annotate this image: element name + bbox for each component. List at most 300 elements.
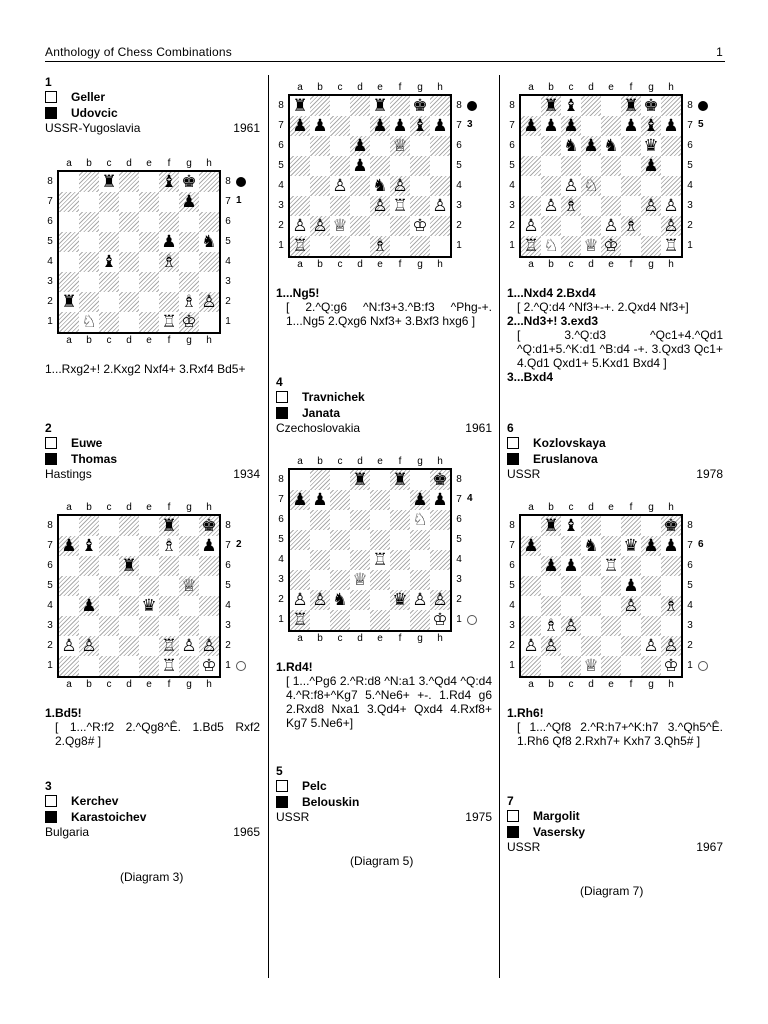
square-f6 bbox=[159, 556, 179, 576]
square-a5 bbox=[521, 576, 541, 596]
square-c3 bbox=[561, 196, 581, 216]
square-c6 bbox=[330, 510, 350, 530]
square-h3 bbox=[661, 616, 681, 636]
square-d3 bbox=[581, 616, 601, 636]
square-e7 bbox=[601, 536, 621, 556]
square-c5 bbox=[330, 156, 350, 176]
square-e4 bbox=[370, 550, 390, 570]
black-king-icon: ♚ bbox=[412, 96, 428, 116]
black-knight-icon: ♞ bbox=[201, 232, 217, 252]
square-f1 bbox=[159, 312, 179, 332]
square-b3 bbox=[310, 196, 330, 216]
square-d6 bbox=[581, 556, 601, 576]
file-label: h bbox=[206, 335, 212, 346]
square-c2 bbox=[99, 292, 119, 312]
square-c8 bbox=[99, 516, 119, 536]
white-rook-icon: ♖ bbox=[663, 236, 679, 256]
white-pawn-icon: ♙ bbox=[432, 196, 448, 216]
square-g7 bbox=[410, 490, 430, 510]
file-label: b bbox=[86, 502, 92, 513]
black-pawn-icon: ♟ bbox=[352, 156, 368, 176]
black-pawn-icon: ♟ bbox=[201, 536, 217, 556]
black-rook-icon: ♜ bbox=[161, 516, 177, 536]
square-e4 bbox=[601, 596, 621, 616]
rank-label: 8 bbox=[225, 520, 231, 531]
rank-label: 5 bbox=[47, 236, 53, 247]
black-rook-icon: ♜ bbox=[372, 96, 388, 116]
square-c8 bbox=[330, 96, 350, 116]
square-e2 bbox=[370, 216, 390, 236]
square-e1 bbox=[601, 656, 621, 676]
file-label: f bbox=[398, 633, 402, 644]
square-e3 bbox=[601, 616, 621, 636]
square-e4 bbox=[370, 176, 390, 196]
game-entry bbox=[45, 780, 260, 840]
square-f4 bbox=[621, 176, 641, 196]
square-f3 bbox=[159, 272, 179, 292]
square-a1 bbox=[59, 312, 79, 332]
white-pawn-icon: ♙ bbox=[201, 292, 217, 312]
file-label: f bbox=[398, 82, 402, 93]
square-a4 bbox=[521, 176, 541, 196]
file-label: g bbox=[186, 335, 192, 346]
file-label: g bbox=[417, 456, 423, 467]
square-a3 bbox=[290, 570, 310, 590]
square-a8 bbox=[59, 172, 79, 192]
square-a1 bbox=[290, 610, 310, 630]
rank-label: 4 bbox=[456, 180, 462, 191]
white-pawn-icon: ♙ bbox=[663, 196, 679, 216]
file-label: f bbox=[629, 259, 633, 270]
file-label: b bbox=[317, 259, 323, 270]
rank-label: 8 bbox=[278, 100, 284, 111]
square-g1 bbox=[179, 656, 199, 676]
white-bishop-icon: ♗ bbox=[563, 196, 579, 216]
black-pawn-icon: ♟ bbox=[432, 490, 448, 510]
black-player: Thomas bbox=[45, 451, 260, 467]
rank-label: 3 bbox=[687, 620, 693, 631]
square-e6 bbox=[370, 136, 390, 156]
file-label: b bbox=[317, 82, 323, 93]
square-d2 bbox=[350, 216, 370, 236]
file-label: b bbox=[548, 679, 554, 690]
event-year: 1965 bbox=[233, 825, 260, 839]
rank-label: 7 bbox=[456, 494, 462, 505]
square-f7 bbox=[159, 536, 179, 556]
rank-label: 2 bbox=[225, 296, 231, 307]
black-knight-icon: ♞ bbox=[372, 176, 388, 196]
file-label: a bbox=[66, 335, 72, 346]
square-b2 bbox=[541, 216, 561, 236]
square-b1 bbox=[541, 656, 561, 676]
square-h4 bbox=[661, 596, 681, 616]
event-year: 1967 bbox=[696, 840, 723, 854]
square-f8 bbox=[390, 96, 410, 116]
square-a2 bbox=[290, 590, 310, 610]
rank-label: 8 bbox=[47, 176, 53, 187]
square-f5 bbox=[621, 156, 641, 176]
square-a3 bbox=[521, 196, 541, 216]
square-h5 bbox=[430, 156, 450, 176]
square-f5 bbox=[390, 156, 410, 176]
square-c4 bbox=[561, 176, 581, 196]
rank-label: 1 bbox=[225, 660, 231, 671]
rank-label: 5 bbox=[456, 160, 462, 171]
header-rule bbox=[45, 61, 725, 62]
square-c6 bbox=[330, 136, 350, 156]
square-g3 bbox=[641, 196, 661, 216]
square-h6 bbox=[199, 212, 219, 232]
square-c7 bbox=[330, 490, 350, 510]
white-rook-icon: ♖ bbox=[523, 236, 539, 256]
square-b2 bbox=[79, 292, 99, 312]
file-label: b bbox=[86, 158, 92, 169]
black-square-icon bbox=[276, 796, 288, 808]
square-e1 bbox=[370, 610, 390, 630]
white-to-move-icon bbox=[467, 615, 477, 625]
square-f1 bbox=[390, 610, 410, 630]
rank-label: 4 bbox=[456, 554, 462, 565]
square-a7 bbox=[59, 536, 79, 556]
square-a4 bbox=[59, 252, 79, 272]
file-label: e bbox=[377, 456, 383, 467]
square-b5 bbox=[310, 156, 330, 176]
square-f2 bbox=[390, 216, 410, 236]
square-b7 bbox=[541, 116, 561, 136]
rank-label: 5 bbox=[225, 580, 231, 591]
square-a7 bbox=[59, 192, 79, 212]
event-place: Bulgaria 1965 bbox=[45, 825, 260, 839]
square-h5 bbox=[199, 576, 219, 596]
black-pawn-icon: ♟ bbox=[583, 136, 599, 156]
file-label: d bbox=[126, 679, 132, 690]
square-a1 bbox=[290, 236, 310, 256]
square-c8 bbox=[330, 470, 350, 490]
square-b8 bbox=[310, 470, 330, 490]
file-label: b bbox=[86, 335, 92, 346]
square-f8 bbox=[621, 516, 641, 536]
square-g1 bbox=[410, 610, 430, 630]
entry-number: 7 bbox=[507, 794, 514, 808]
white-pawn-icon: ♙ bbox=[543, 196, 559, 216]
square-e3 bbox=[370, 570, 390, 590]
file-label: e bbox=[608, 679, 614, 690]
square-g1 bbox=[179, 312, 199, 332]
square-h8 bbox=[199, 172, 219, 192]
square-f4 bbox=[159, 252, 179, 272]
square-e7 bbox=[370, 490, 390, 510]
square-f2 bbox=[159, 292, 179, 312]
event-place: USSR 1975 bbox=[276, 810, 492, 824]
rank-label: 4 bbox=[687, 180, 693, 191]
file-label: g bbox=[186, 158, 192, 169]
file-label: d bbox=[357, 633, 363, 644]
square-c7 bbox=[561, 536, 581, 556]
square-c4 bbox=[99, 252, 119, 272]
square-e8 bbox=[139, 516, 159, 536]
rank-label: 2 bbox=[278, 594, 284, 605]
square-e5 bbox=[370, 530, 390, 550]
rank-label: 3 bbox=[225, 620, 231, 631]
square-e1 bbox=[601, 236, 621, 256]
square-g8 bbox=[410, 470, 430, 490]
square-d1 bbox=[581, 236, 601, 256]
black-knight-icon: ♞ bbox=[332, 590, 348, 610]
black-rook-icon: ♜ bbox=[61, 292, 77, 312]
square-d7 bbox=[119, 192, 139, 212]
black-pawn-icon: ♟ bbox=[372, 116, 388, 136]
square-d6 bbox=[581, 136, 601, 156]
square-c3 bbox=[561, 616, 581, 636]
rank-label: 3 bbox=[509, 200, 515, 211]
square-e2 bbox=[601, 216, 621, 236]
square-f6 bbox=[159, 212, 179, 232]
square-d4 bbox=[350, 176, 370, 196]
white-bishop-icon: ♗ bbox=[663, 596, 679, 616]
square-h5 bbox=[661, 156, 681, 176]
file-label: g bbox=[648, 82, 654, 93]
square-c3 bbox=[330, 196, 350, 216]
square-g6 bbox=[641, 136, 661, 156]
file-label: e bbox=[146, 335, 152, 346]
square-b7 bbox=[79, 536, 99, 556]
file-label: d bbox=[588, 679, 594, 690]
black-pawn-icon: ♟ bbox=[312, 116, 328, 136]
black-bishop-icon: ♝ bbox=[563, 96, 579, 116]
file-label: c bbox=[337, 456, 343, 467]
black-queen-icon: ♛ bbox=[643, 136, 659, 156]
rank-label: 2 bbox=[456, 594, 462, 605]
square-d8 bbox=[350, 470, 370, 490]
event-year: 1975 bbox=[465, 810, 492, 824]
square-c2 bbox=[330, 590, 350, 610]
square-b8 bbox=[541, 96, 561, 116]
white-pawn-icon: ♙ bbox=[432, 590, 448, 610]
diagram-number: 5 bbox=[698, 119, 704, 130]
square-a2 bbox=[521, 216, 541, 236]
diagram-number: 3 bbox=[467, 119, 473, 130]
game-entry bbox=[45, 76, 260, 136]
black-rook-icon: ♜ bbox=[392, 470, 408, 490]
square-h1 bbox=[661, 656, 681, 676]
black-square-icon bbox=[45, 107, 57, 119]
rank-label: 8 bbox=[509, 100, 515, 111]
rank-label: 7 bbox=[509, 540, 515, 551]
file-label: g bbox=[417, 633, 423, 644]
square-b2 bbox=[310, 216, 330, 236]
square-g4 bbox=[641, 596, 661, 616]
file-label: c bbox=[106, 679, 112, 690]
square-h8 bbox=[199, 516, 219, 536]
black-rook-icon: ♜ bbox=[352, 470, 368, 490]
square-c2 bbox=[330, 216, 350, 236]
rank-label: 4 bbox=[47, 600, 53, 611]
square-b6 bbox=[541, 136, 561, 156]
file-label: e bbox=[146, 158, 152, 169]
square-c4 bbox=[330, 550, 350, 570]
square-g5 bbox=[641, 576, 661, 596]
square-e8 bbox=[601, 516, 621, 536]
square-b2 bbox=[310, 590, 330, 610]
black-pawn-icon: ♟ bbox=[392, 116, 408, 136]
square-e5 bbox=[601, 576, 621, 596]
square-a2 bbox=[521, 636, 541, 656]
square-c3 bbox=[99, 272, 119, 292]
square-e1 bbox=[370, 236, 390, 256]
square-g5 bbox=[179, 232, 199, 252]
square-d2 bbox=[350, 590, 370, 610]
square-a8 bbox=[290, 470, 310, 490]
event-year: 1961 bbox=[233, 121, 260, 135]
white-pawn-icon: ♙ bbox=[312, 216, 328, 236]
square-b5 bbox=[310, 530, 330, 550]
square-e3 bbox=[139, 272, 159, 292]
square-a7 bbox=[521, 116, 541, 136]
square-h7 bbox=[430, 490, 450, 510]
chess-board bbox=[519, 94, 683, 258]
file-label: e bbox=[377, 82, 383, 93]
rank-label: 4 bbox=[47, 256, 53, 267]
square-d7 bbox=[119, 536, 139, 556]
square-g7 bbox=[179, 192, 199, 212]
square-d6 bbox=[119, 556, 139, 576]
file-label: b bbox=[86, 679, 92, 690]
square-h4 bbox=[661, 176, 681, 196]
square-f7 bbox=[390, 116, 410, 136]
rank-label: 8 bbox=[509, 520, 515, 531]
solution: 1.Bd5! [ 1...^R:f2 2.^Qg8^Ê. 1.Bd5 Rxf2 2.Qg8# ] bbox=[45, 706, 260, 748]
square-h2 bbox=[661, 216, 681, 236]
square-b3 bbox=[310, 570, 330, 590]
black-pawn-icon: ♟ bbox=[352, 136, 368, 156]
white-queen-icon: ♕ bbox=[332, 216, 348, 236]
square-f3 bbox=[390, 196, 410, 216]
white-to-move-icon bbox=[698, 661, 708, 671]
square-h8 bbox=[430, 470, 450, 490]
square-h7 bbox=[199, 536, 219, 556]
chess-board bbox=[288, 468, 452, 632]
square-c1 bbox=[561, 236, 581, 256]
black-king-icon: ♚ bbox=[201, 516, 217, 536]
chess-board bbox=[57, 514, 221, 678]
black-pawn-icon: ♟ bbox=[563, 116, 579, 136]
square-f4 bbox=[621, 596, 641, 616]
square-a6 bbox=[521, 136, 541, 156]
square-f3 bbox=[390, 570, 410, 590]
square-d6 bbox=[350, 136, 370, 156]
black-queen-icon: ♛ bbox=[623, 536, 639, 556]
file-label: h bbox=[437, 456, 443, 467]
file-label: h bbox=[668, 259, 674, 270]
file-label: g bbox=[186, 502, 192, 513]
square-c8 bbox=[561, 96, 581, 116]
square-a3 bbox=[59, 272, 79, 292]
file-label: f bbox=[167, 335, 171, 346]
square-f1 bbox=[390, 236, 410, 256]
diagram-number: 2 bbox=[236, 539, 242, 550]
rank-label: 5 bbox=[456, 534, 462, 545]
square-c4 bbox=[99, 596, 119, 616]
square-d3 bbox=[119, 616, 139, 636]
white-pawn-icon: ♙ bbox=[603, 216, 619, 236]
square-h1 bbox=[199, 656, 219, 676]
white-square-icon bbox=[45, 91, 57, 103]
file-label: g bbox=[648, 679, 654, 690]
square-g2 bbox=[179, 636, 199, 656]
rank-label: 5 bbox=[687, 160, 693, 171]
rank-label: 1 bbox=[278, 614, 284, 625]
solution: 1...Rxg2+! 2.Kxg2 Nxf4+ 3.Rxf4 Bd5+ bbox=[45, 362, 246, 376]
rank-label: 6 bbox=[278, 140, 284, 151]
black-square-icon bbox=[276, 407, 288, 419]
white-bishop-icon: ♗ bbox=[543, 616, 559, 636]
square-h1 bbox=[661, 236, 681, 256]
black-bishop-icon: ♝ bbox=[81, 536, 97, 556]
black-rook-icon: ♜ bbox=[121, 556, 137, 576]
white-pawn-icon: ♙ bbox=[392, 176, 408, 196]
square-e4 bbox=[601, 176, 621, 196]
white-pawn-icon: ♙ bbox=[181, 636, 197, 656]
square-g8 bbox=[410, 96, 430, 116]
rank-label: 5 bbox=[47, 580, 53, 591]
square-g2 bbox=[179, 292, 199, 312]
entry-number: 4 bbox=[276, 375, 283, 389]
square-h2 bbox=[661, 636, 681, 656]
rank-label: 3 bbox=[278, 200, 284, 211]
white-pawn-icon: ♙ bbox=[643, 196, 659, 216]
white-pawn-icon: ♙ bbox=[563, 616, 579, 636]
black-bishop-icon: ♝ bbox=[101, 252, 117, 272]
square-b5 bbox=[79, 576, 99, 596]
square-g5 bbox=[179, 576, 199, 596]
square-f1 bbox=[621, 236, 641, 256]
white-pawn-icon: ♙ bbox=[372, 196, 388, 216]
white-knight-icon: ♘ bbox=[81, 312, 97, 332]
file-label: g bbox=[648, 259, 654, 270]
square-h4 bbox=[199, 596, 219, 616]
diagram-caption: (Diagram 7) bbox=[580, 884, 644, 898]
square-d6 bbox=[119, 212, 139, 232]
solution: 1...Nxd4 2.Bxd4 [ 2.^Q:d4 ^Nf3+-+. 2.Qxd4 Nf3+] 2...Nd3+! 3.exd3 [ 3.^Q:d3 ^Qc1+4.^Qd1 ^Q:d1+5.^K:d1 ^B:d4 -+. 3.Qxd3 Qc1+ 4.Qd1 Qxd1+ 5.Kxd1 Bxd4 ] 3...Bxd4 bbox=[507, 286, 723, 384]
square-b4 bbox=[79, 252, 99, 272]
square-g3 bbox=[179, 272, 199, 292]
black-bishop-icon: ♝ bbox=[643, 116, 659, 136]
square-b3 bbox=[541, 196, 561, 216]
rank-label: 2 bbox=[47, 640, 53, 651]
square-d7 bbox=[350, 116, 370, 136]
square-d5 bbox=[119, 576, 139, 596]
square-f4 bbox=[390, 176, 410, 196]
diagram-number: 4 bbox=[467, 493, 473, 504]
square-c8 bbox=[561, 516, 581, 536]
rank-label: 4 bbox=[509, 180, 515, 191]
white-pawn-icon: ♙ bbox=[61, 636, 77, 656]
game-entry bbox=[507, 795, 723, 855]
white-knight-icon: ♘ bbox=[543, 236, 559, 256]
square-a4 bbox=[290, 176, 310, 196]
square-g8 bbox=[179, 516, 199, 536]
rank-label: 5 bbox=[278, 534, 284, 545]
square-d6 bbox=[350, 510, 370, 530]
file-label: e bbox=[377, 259, 383, 270]
square-d5 bbox=[581, 156, 601, 176]
black-pawn-icon: ♟ bbox=[563, 556, 579, 576]
rank-label: 8 bbox=[456, 474, 462, 485]
square-a2 bbox=[59, 636, 79, 656]
square-g6 bbox=[179, 212, 199, 232]
white-rook-icon: ♖ bbox=[161, 656, 177, 676]
square-f2 bbox=[159, 636, 179, 656]
